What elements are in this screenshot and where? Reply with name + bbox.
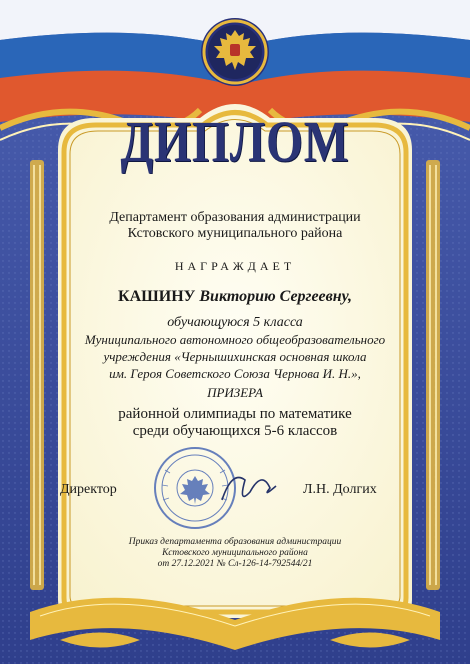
issuer-line-2: Кстовского муниципального района <box>127 226 343 241</box>
school-line-1: Муниципального автономного общеобразовательного <box>84 332 386 347</box>
director-label: Директор <box>60 482 117 497</box>
order-line-2: Кстовского муниципального района <box>162 548 308 558</box>
school-line-2: учреждения «Чернышихинская основная школа <box>103 349 367 364</box>
recipient-name <box>0 288 470 306</box>
diploma-title: ДИПЛОМ <box>120 109 350 174</box>
issuer-line-1: Департамент образования администрации <box>109 210 361 225</box>
recipient-given-name: Викторию Сергеевну, <box>195 288 352 305</box>
director-name: Л.Н. Долгих <box>303 482 377 497</box>
school-line-3: им. Героя Советского Союза Чернова И. Н.», <box>109 366 361 381</box>
recipient-surname: КАШИНУ <box>118 288 196 305</box>
event-line-2: среди обучающихся 5-6 классов <box>132 423 338 439</box>
order-line-1: Приказ департамента образования администрации <box>128 537 342 547</box>
award-status: ПРИЗЕРА <box>207 385 263 400</box>
awards-heading: НАГРАЖДАЕТ <box>174 259 296 273</box>
student-class-line: обучающуюся 5 класса <box>167 315 303 330</box>
event-line-1: районной олимпиады по математике <box>118 406 352 422</box>
coat-of-arms-icon <box>201 18 269 86</box>
order-line-3: от 27.12.2021 № Сл-126-14-792544/21 <box>157 559 313 569</box>
